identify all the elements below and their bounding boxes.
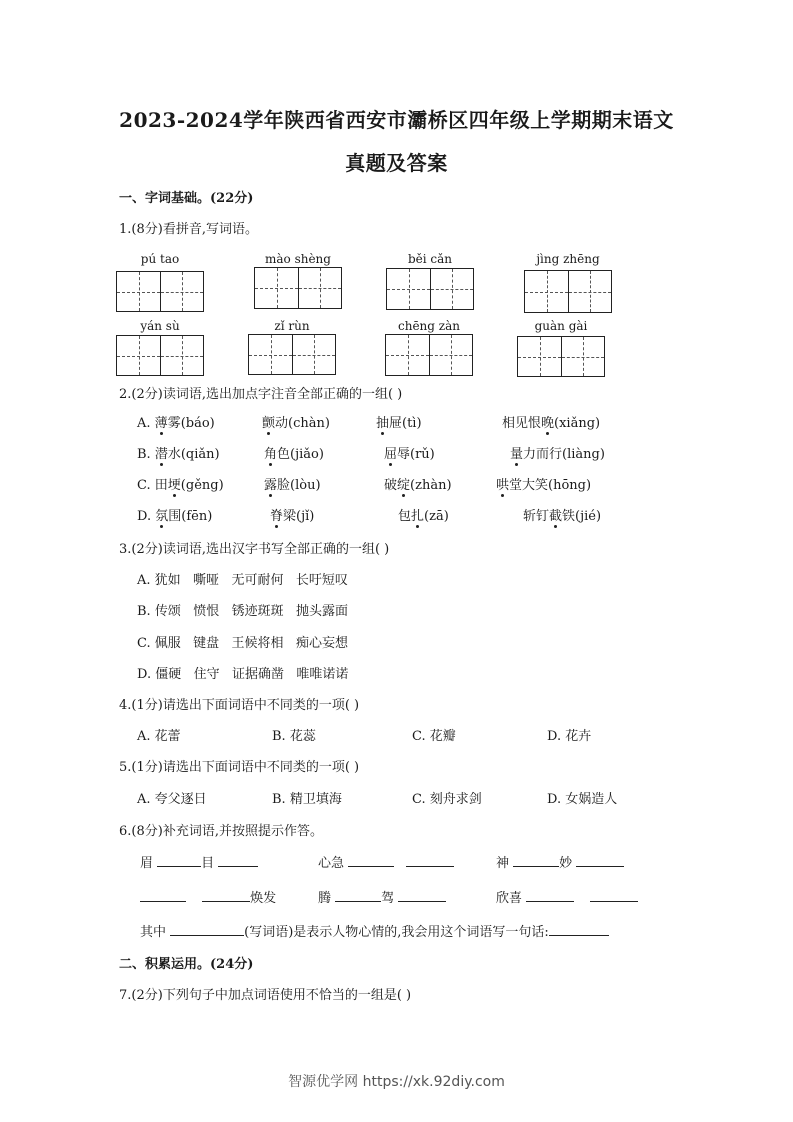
option-a-word-2: 颤动(chàn)	[262, 416, 330, 431]
question-5-stem: 5.(1分)请选出下面词语中不同类的一项( )	[119, 760, 360, 775]
option-d-word-4: 斩钉截铁(jié)	[523, 509, 602, 524]
pinyin-label: zǐ rùn	[274, 319, 310, 333]
idiom-blank-6[interactable]: 欣喜	[496, 887, 638, 906]
pinyin-label: chēng zàn	[398, 319, 460, 333]
option-a[interactable]: A. 花蕾	[137, 729, 181, 744]
option-c[interactable]: C. 刻舟求剑	[412, 792, 482, 807]
option-a[interactable]: A. 薄雾(báo)	[137, 416, 215, 431]
idiom-blank-2[interactable]: 心急	[318, 852, 454, 871]
option-c-word-4: 哄堂大笑(hōng)	[496, 478, 592, 493]
option-d[interactable]: D. 氛围(fēn)	[137, 509, 213, 524]
option-c-word-2: 露脸(lòu)	[264, 478, 321, 493]
option-a[interactable]: A. 犹如 嘶哑 无可耐何 长吁短叹	[137, 573, 348, 588]
option-a-word-3: 抽屉(tì)	[376, 416, 422, 431]
pinyin-label: pú tao	[140, 252, 180, 266]
writing-grid[interactable]	[386, 268, 474, 310]
question-3-stem: 3.(2分)读词语,选出汉字书写全部正确的一组( )	[119, 542, 390, 557]
option-d[interactable]: D. 花卉	[547, 729, 592, 744]
writing-grid[interactable]	[524, 270, 612, 313]
writing-grid[interactable]	[248, 334, 336, 375]
option-c[interactable]: C. 田埂(gěng)	[137, 478, 224, 493]
pinyin-label: guàn gài	[534, 319, 588, 333]
writing-grid[interactable]	[385, 334, 473, 376]
option-b-word-3: 屈辱(rǔ)	[384, 447, 435, 462]
option-b-word-2: 角色(jiǎo)	[264, 447, 324, 462]
section-heading-1: 一、字词基础。(22分)	[119, 191, 254, 206]
question-2-stem: 2.(2分)读词语,选出加点字注音全部正确的一组( )	[119, 387, 403, 402]
question-4-stem: 4.(1分)请选出下面词语中不同类的一项( )	[119, 698, 360, 713]
option-b[interactable]: B. 精卫填海	[272, 792, 342, 807]
question-6-stem: 6.(8分)补充词语,并按照提示作答。	[119, 824, 323, 839]
option-b[interactable]: B. 潜水(qiǎn)	[137, 447, 220, 462]
idiom-blank-4[interactable]: 焕发	[140, 887, 276, 906]
option-b[interactable]: B. 传颂 愤恨 锈迹斑斑 抛头露面	[137, 604, 349, 619]
option-d-word-3: 包扎(zā)	[398, 509, 449, 524]
pinyin-label: yán sù	[140, 319, 180, 333]
idiom-blank-1[interactable]: 眉 目	[140, 852, 258, 871]
pinyin-label: běi cǎn	[407, 252, 453, 266]
pinyin-label: mào shèng	[265, 252, 331, 266]
option-a[interactable]: A. 夸父逐日	[137, 792, 207, 807]
option-d[interactable]: D. 僵硬 住守 证据确凿 唯唯诺诺	[137, 667, 349, 682]
page-title: 2023-2024学年陕西省西安市灞桥区四年级上学期期末语文	[119, 108, 674, 132]
option-c[interactable]: C. 佩服 键盘 王候将相 痴心妄想	[137, 636, 348, 651]
page-title-line2: 真题及答案	[345, 151, 448, 175]
pinyin-label: jìng zhēng	[536, 252, 600, 266]
writing-grid[interactable]	[254, 267, 342, 309]
writing-grid[interactable]	[517, 336, 605, 377]
idiom-blank-5[interactable]: 腾 驾	[318, 887, 446, 906]
option-b-word-4: 量力而行(liàng)	[510, 447, 605, 462]
option-b[interactable]: B. 花蕊	[272, 729, 316, 744]
footer-watermark: 智源优学网 https://xk.92diy.com	[288, 1074, 505, 1090]
option-c[interactable]: C. 花瓣	[412, 729, 456, 744]
option-d-word-2: 脊梁(jǐ)	[270, 509, 315, 524]
writing-grid[interactable]	[116, 271, 204, 312]
question-7-stem: 7.(2分)下列句子中加点词语使用不恰当的一组是( )	[119, 988, 412, 1003]
question-1-stem: 1.(8分)看拼音,写词语。	[119, 222, 258, 237]
idiom-blank-3[interactable]: 神 妙	[496, 852, 624, 871]
option-d[interactable]: D. 女娲造人	[547, 792, 618, 807]
writing-grid[interactable]	[116, 335, 204, 376]
section-heading-2: 二、积累运用。(24分)	[119, 957, 254, 972]
sentence-blank[interactable]: 其中 (写词语)是表示人物心情的,我会用这个词语写一句话:	[140, 921, 609, 940]
option-a-word-4: 相见恨晚(xiǎng)	[502, 416, 601, 431]
option-c-word-3: 破绽(zhàn)	[384, 478, 452, 493]
